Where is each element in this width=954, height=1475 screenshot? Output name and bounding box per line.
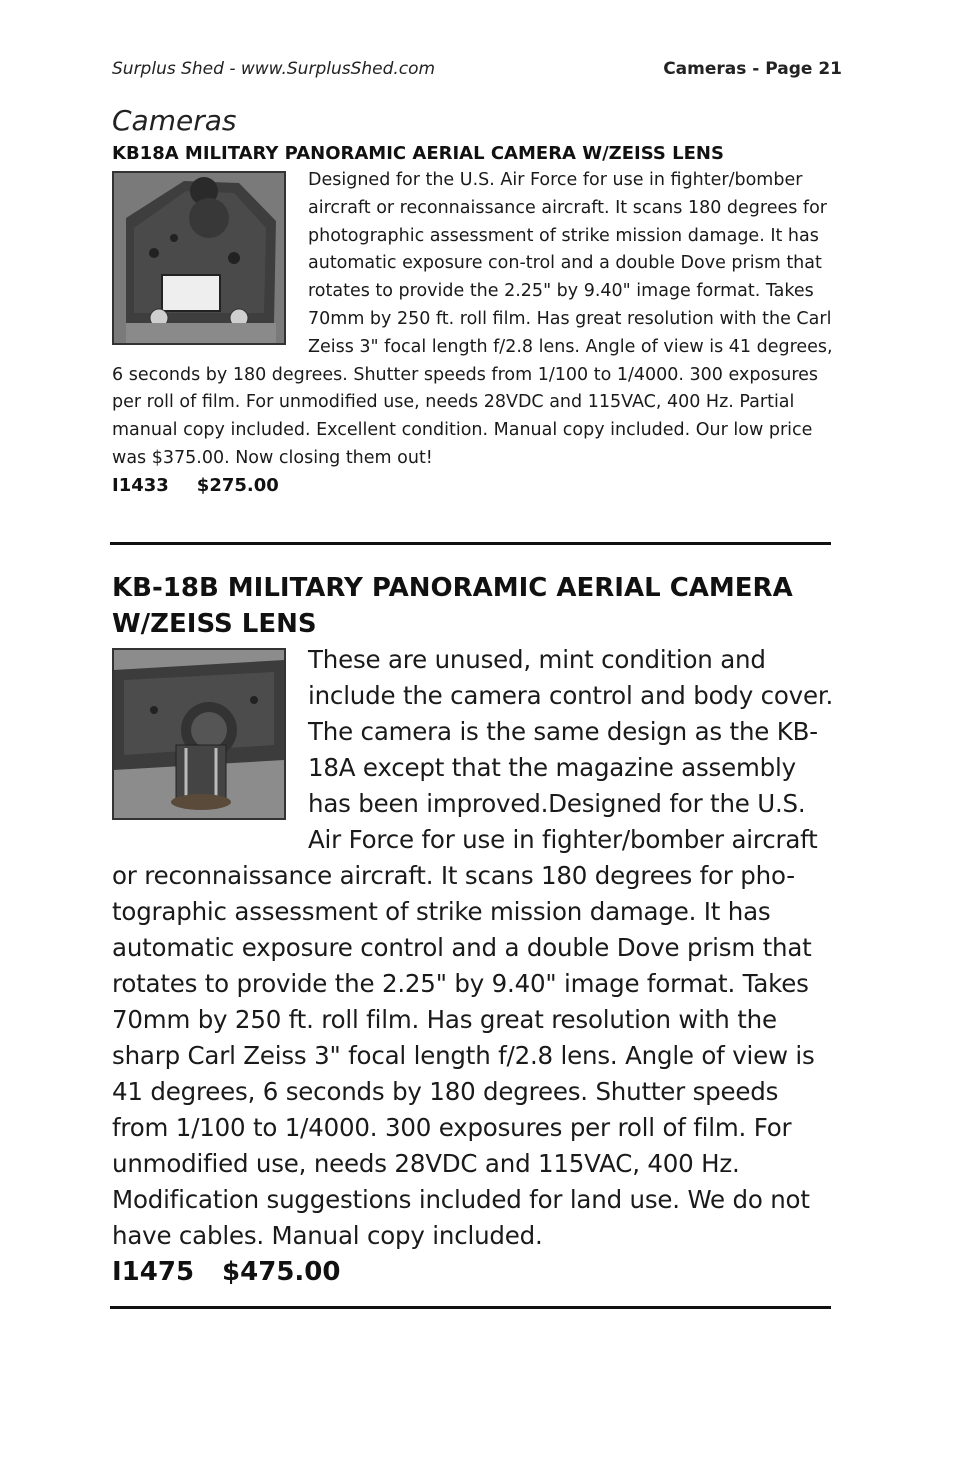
product-sku: I1475 — [112, 1257, 195, 1287]
divider — [110, 542, 831, 545]
product-kb18a — [112, 141, 840, 499]
product-description: These are unused, mint condition and include the camera control and body cover. The camera is the same design as the KB-18A except that the magazine assembly has been improved.Designed for the U.S. Air Force for use in fighter/bomber aircraft or reconnaissance aircraft. It scans 180 degrees for pho-tographic assessment of strike mission damage. It has automatic exposure control and a double Dove prism that rotates to provide the 2.25" by 9.40" image format. Takes 70mm by 250 ft. roll film. Has great resolution with the sharp Carl Zeiss 3" focal length f/2.8 lens. Angle of view is 41 degrees, 6 seconds by 180 degrees. Shutter speeds from 1/100 to 1/4000. 300 exposures per roll of film. For unmodified use, needs 28VDC and 115VAC, 400 Hz. Modification suggestions included for land use. We do not have cables. Manual copy included. — [112, 645, 834, 1250]
product-kb18b — [112, 570, 840, 1290]
product-title: KB18A MILITARY PANORAMIC AERIAL CAMERA W/ZEISS LENS — [112, 143, 724, 164]
product-photo-kb18a — [112, 171, 286, 345]
product-title: KB-18B MILITARY PANORAMIC AERIAL CAMERA W/ZEISS LENS — [112, 573, 793, 639]
divider — [110, 1306, 831, 1309]
price-line — [112, 473, 840, 499]
product-photo-kb18b — [112, 648, 286, 820]
price-line — [112, 1254, 840, 1290]
product-sku: I1433 — [112, 474, 169, 496]
header-page: Cameras - Page 21 — [663, 59, 842, 79]
product-price: $275.00 — [196, 474, 279, 496]
section-title: Cameras — [112, 104, 237, 137]
product-price: $475.00 — [222, 1257, 341, 1287]
product-description: Designed for the U.S. Air Force for use in fighter/bomber aircraft or reconnaissance aircraft. It scans 180 degrees for photographic assessment of strike mission damage. It has automatic exposure con-trol and a double Dove prism that rotates to provide the 2.25" by 9.40" image format. Takes 70mm by 250 ft. roll film. Has great resolution with the Carl Zeiss 3" focal length f/2.8 lens. Angle of view is 41 degrees, 6 seconds by 180 degrees. Shutter speeds from 1/100 to 1/4000. 300 exposures per roll of film. For unmodified use, needs 28VDC and 115VAC, 400 Hz. Partial manual copy included. Excellent condition. Manual copy included. Our low price was $375.00. Now closing them out! — [112, 170, 833, 468]
header-site: Surplus Shed - www.SurplusShed.com — [112, 59, 436, 79]
